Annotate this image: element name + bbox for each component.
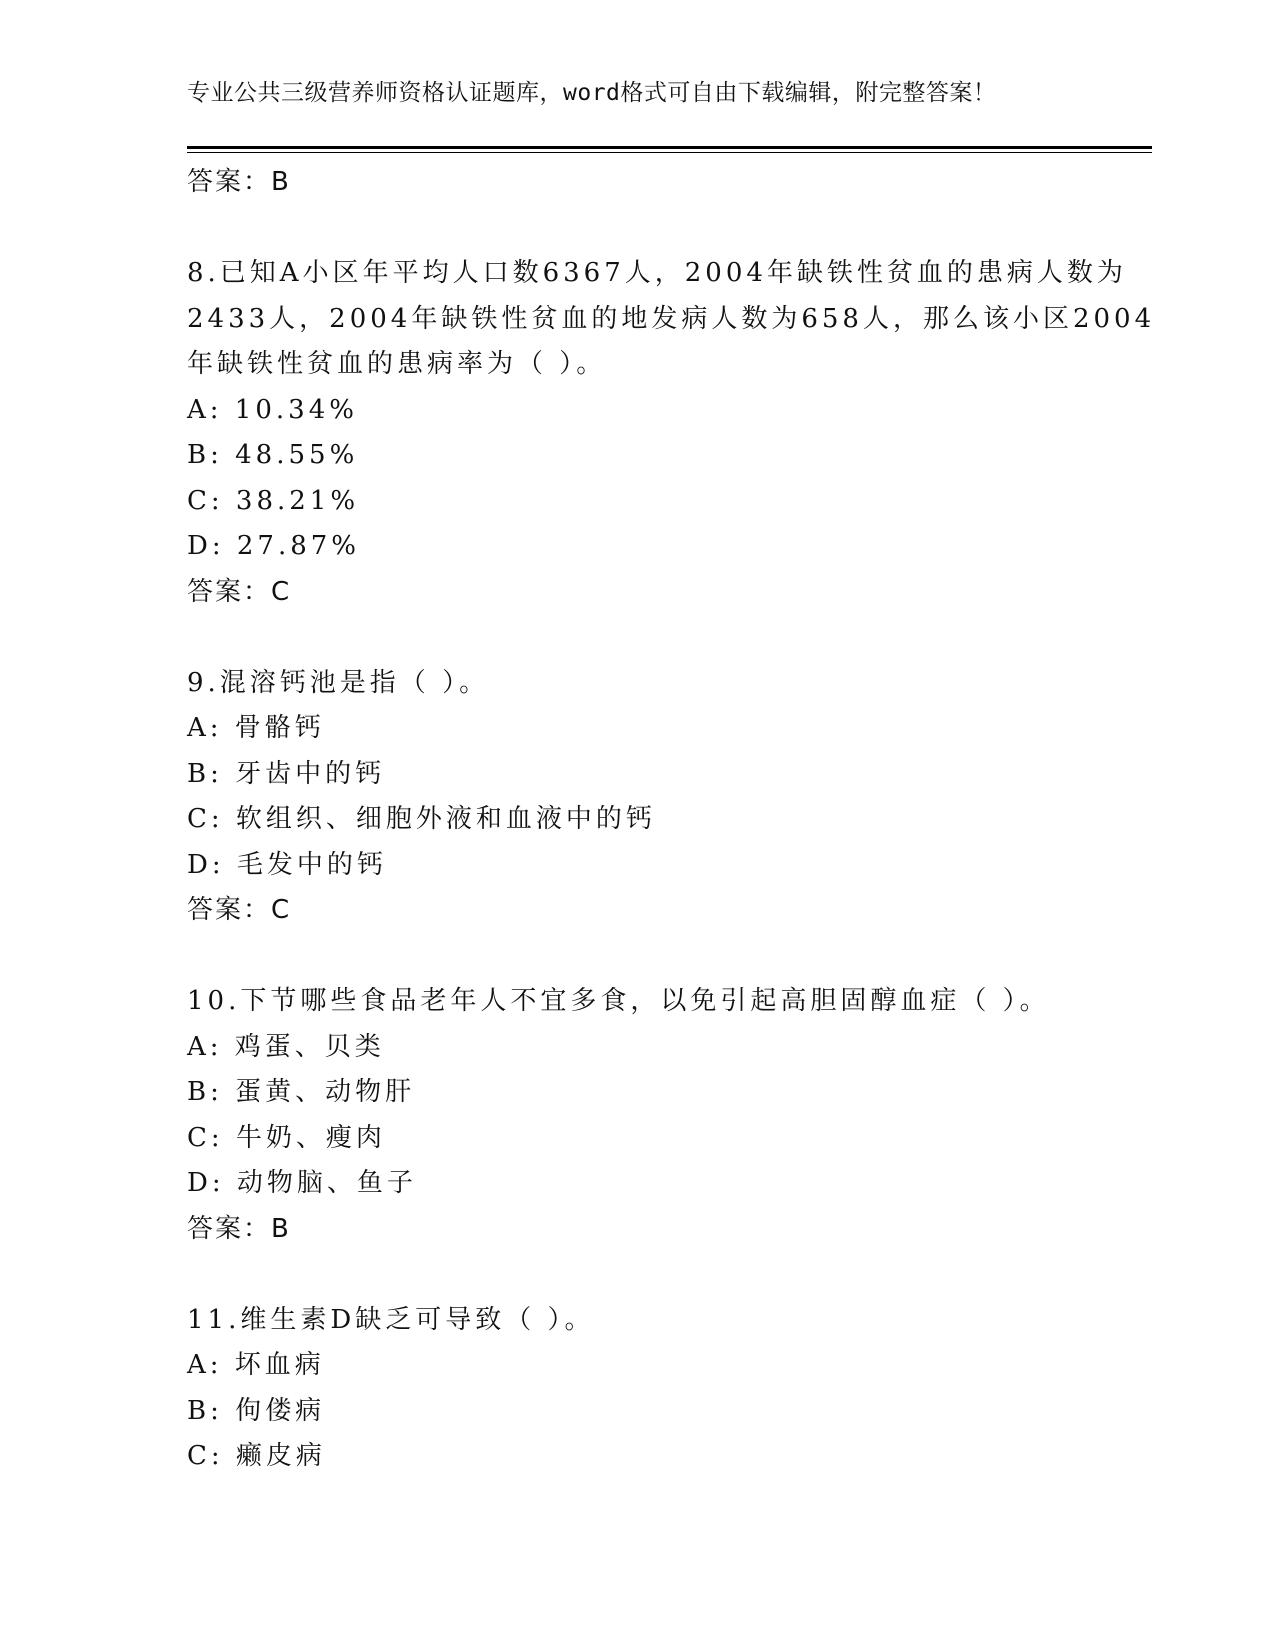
question-stem: 2433人，2004年缺铁性贫血的地发病人数为658人，那么该小区2004: [187, 303, 1156, 334]
option-d: D: 动物脑、鱼子: [187, 1168, 417, 1198]
question-stem: 11.维生素D缺乏可导致（ ）。: [187, 1304, 595, 1335]
question-stem: 9.混溶钙池是指（ ）。: [187, 667, 490, 698]
option-b: B: 48.55%: [187, 440, 359, 470]
option-c: C: 38.21%: [187, 485, 360, 516]
question-block: [187, 1298, 1087, 1480]
question-stem: 10.下节哪些食品老年人不宜多食，以免引起高胆固醇血症（ ）。: [187, 986, 1050, 1016]
page-header: 专业公共三级营养师资格认证题库，word格式可自由下载编辑，附完整答案！: [187, 80, 997, 106]
header-rule-thin: [187, 152, 1152, 153]
option-d: D: 毛发中的钙: [187, 849, 387, 880]
option-a: A: 10.34%: [187, 394, 358, 425]
answer-line: 答案：C: [187, 895, 292, 925]
option-c: C: 软组织、细胞外液和血液中的钙: [187, 804, 656, 834]
option-d: D: 27.87%: [187, 531, 361, 561]
question-stem: 8.已知A小区年平均人口数6367人，2004年缺铁性贫血的患病人数为: [187, 258, 1127, 288]
option-a: A: 鸡蛋、贝类: [187, 1031, 385, 1062]
answer-line: 答案：B: [187, 1213, 291, 1244]
question-block: [187, 979, 1087, 1252]
option-c: C: 癞皮病: [187, 1441, 326, 1471]
option-a: A: 骨骼钙: [187, 713, 325, 743]
question-block: [187, 661, 1087, 934]
option-c: C: 牛奶、瘦肉: [187, 1122, 386, 1153]
option-b: B: 牙齿中的钙: [187, 758, 386, 789]
question-block: [187, 251, 1156, 615]
answer-line: 答案：C: [187, 576, 292, 607]
option-a: A: 坏血病: [187, 1350, 325, 1380]
question-stem: 年缺铁性贫血的患病率为（ ）。: [187, 349, 607, 379]
document-body: [187, 160, 1156, 1480]
option-b: B: 佝偻病: [187, 1395, 326, 1426]
answer-line: 答案：B: [187, 167, 291, 197]
option-b: B: 蛋黄、动物肝: [187, 1077, 416, 1107]
header-rule-thick: [187, 146, 1152, 149]
